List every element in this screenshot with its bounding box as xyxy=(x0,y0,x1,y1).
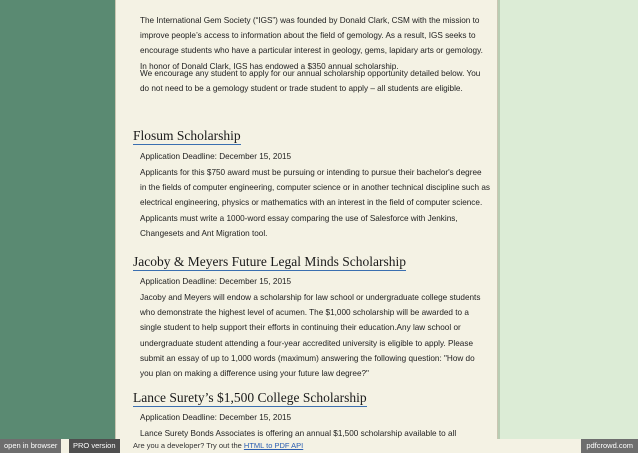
intro-paragraph-eligibility: We encourage any student to apply for our annual scholarship opportunity detailed below. You do not need to be a gemology student or trade student to apply – all students are eligible. xyxy=(140,69,481,94)
open-in-browser-button[interactable]: open in browser xyxy=(0,439,61,453)
section-deadline-jacoby-meyers: Application Deadline: December 15, 2015 xyxy=(140,277,292,286)
right-band-edge xyxy=(498,0,500,453)
section-title-flosum: Flosum Scholarship xyxy=(133,128,241,143)
html-to-pdf-api-link[interactable]: HTML to PDF API xyxy=(243,441,304,450)
pdfcrowd-footer-bar xyxy=(0,439,638,453)
developer-promo xyxy=(133,439,303,453)
left-margin-band xyxy=(0,0,115,453)
section-title-jacoby-meyers: Jacoby & Meyers Future Legal Minds Scholarship xyxy=(133,254,406,269)
section-body-jacoby-meyers: Jacoby and Meyers will endow a scholarship for law school or undergraduate college students who demonstrate the highest level of acumen. The $1,000 scholarship will be awarded to a single student to help support their efforts in continuing their education.Any law school or undergraduate student attending a four-year accredited university is eligible to apply. Please submit an essay of up to 1,000 words (maximum) answering the following question: "How do you plan on making a difference using your future law degree?" xyxy=(140,293,481,379)
pdfcrowd-brand-link[interactable]: pdfcrowd.com xyxy=(581,439,638,453)
pro-version-button[interactable]: PRO version xyxy=(69,439,120,453)
section-deadline-flosum: Application Deadline: December 15, 2015 xyxy=(140,152,292,161)
developer-promo-text: Are you a developer? Try out the xyxy=(133,441,242,450)
section-deadline-lance-surety: Application Deadline: December 15, 2015 xyxy=(140,413,292,422)
section-body-lance-surety: Lance Surety Bonds Associates is offering an annual $1,500 scholarship available to all xyxy=(140,429,457,438)
document-page xyxy=(115,0,498,453)
section-title-lance-surety: Lance Surety’s $1,500 College Scholarship xyxy=(133,390,367,405)
intro-paragraph: The International Gem Society (“IGS”) was founded by Donald Clark, CSM with the mission to improve people’s access to information about the field of gemology. As a result, IGS seeks to encourage students who have a particular interest in geology, gems, lapidary arts or gemology. In honor of Donald Clark, IGS has endowed a $350 annual scholarship. xyxy=(140,16,483,71)
right-margin-band xyxy=(498,0,638,453)
section-body-flosum: Applicants for this $750 award must be pursuing or intending to pursue their bachelor's degree in the fields of computer engineering, computer science or in another technical discipline such as electrical engineering, physics or mathematics with an interest in the field of computer science. Applicants must write a 1000-word essay comparing the use of Salesforce with Jenkins, Changesets and Ant Migration tool. xyxy=(140,168,490,238)
